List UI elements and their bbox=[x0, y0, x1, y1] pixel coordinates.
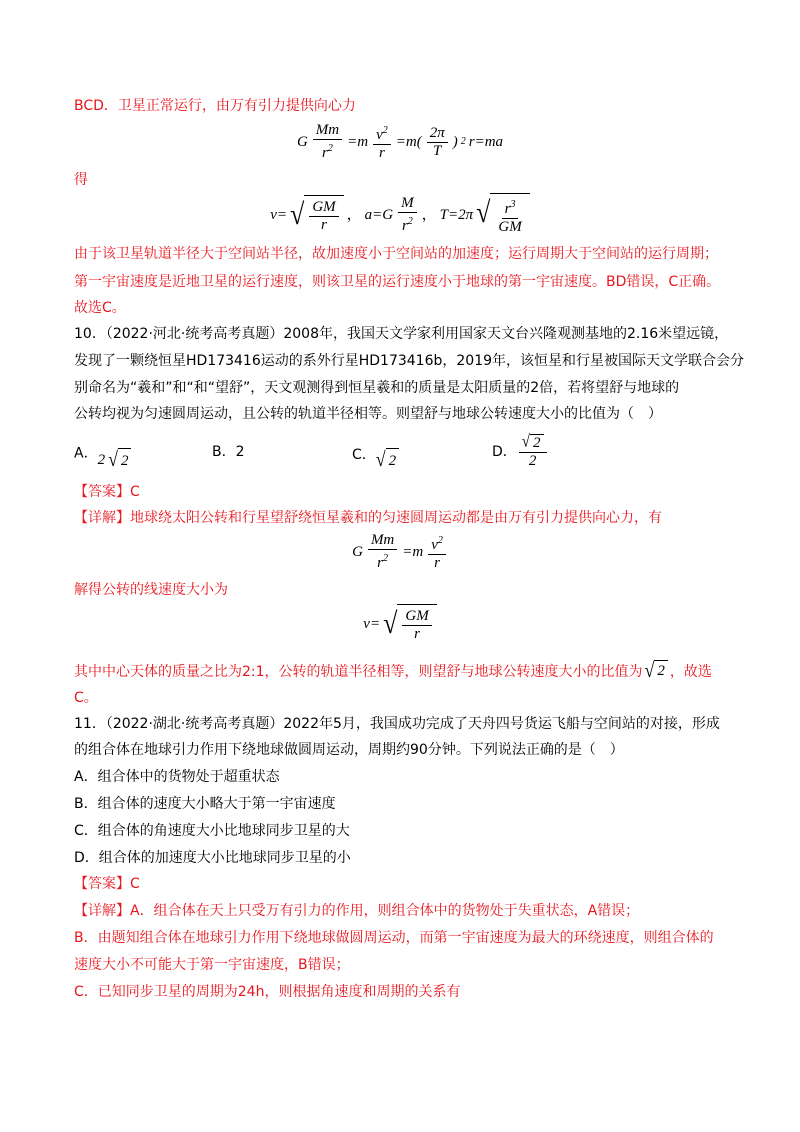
q11-option-d: D．组合体的加速度大小比地球同步卫星的小 bbox=[74, 850, 351, 866]
equation-gravity-centripetal: G $\frac{Mm}{r^2}$ =m $\frac{v^2}{r}$ =m( $\frac{2\pi}{T}$ ) 2 r=ma bbox=[296, 122, 504, 161]
q11-detail-b-line-2: 速度大小不可能大于第一宇宙速度，B错误； bbox=[74, 957, 350, 973]
equation-gravity-centripetal-q10: G $\frac{Mm}{r^2}$ =m $\frac{v^2}{r}$ bbox=[60, 532, 740, 576]
q10-answer: 【答案】C bbox=[74, 484, 140, 500]
q10-option-a: A．2 √ 2 bbox=[74, 442, 131, 465]
explanation-bcd-intro: BCD．卫星正常运行，由万有引力提供向心力 bbox=[74, 98, 356, 114]
text-de: 得 bbox=[74, 172, 88, 188]
q10-stem-line-4: 公转均视为匀速圆周运动，且公转的轨道半径相等。则望舒与地球公转速度大小的比值为（ ） bbox=[74, 406, 662, 422]
q11-detail-c: C．已知同步卫星的周期为24h，则根据角速度和周期的关系有 bbox=[74, 984, 461, 1000]
q11-detail-b-line-1: B．由题知组合体在地球引力作用下绕地球做圆周运动，而第一宇宙速度为最大的环绕速度，则组合体的 bbox=[74, 930, 714, 946]
q10-final-line-2: C。 bbox=[74, 690, 98, 706]
q11-option-a: A．组合体中的货物处于超重状态 bbox=[74, 769, 280, 785]
conclusion-line-1: 由于该卫星轨道半径大于空间站半径，故加速度小于空间站的加速度；运行周期大于空间站的运行周期； bbox=[74, 246, 718, 262]
q11-stem-line-2: 的组合体在地球引力作用下绕地球做圆周运动，周期约90分钟。下列说法正确的是（ ） bbox=[74, 742, 624, 758]
q10-option-b: B．2 bbox=[212, 444, 245, 460]
q11-stem-line-1: 11．（2022·湖北·统考高考真题）2022年5月，我国成功完成了天舟四号货运飞船与空间站的对接，形成 bbox=[74, 716, 720, 732]
choose-c: 故选C。 bbox=[74, 300, 126, 316]
q10-option-d: D． √ 2 2 bbox=[492, 432, 549, 470]
q10-stem-line-3: 别命名为“羲和”和“和“望舒”，天文观测得到恒星羲和的质量是太阳质量的2倍，若将望舒与地球的 bbox=[74, 380, 680, 396]
equation-v-a-T: v= √ $\frac{GM}{r}$ ， a=G $\frac{M}{r^2}$ ， T=2π √ $\frac{r^3}{GM}$ bbox=[60, 193, 740, 241]
q11-detail-a: 【详解】A．组合体在天上只受万有引力的作用，则组合体中的货物处于失重状态，A错误； bbox=[74, 903, 640, 919]
q10-detail: 【详解】地球绕太阳公转和行星望舒绕恒星羲和的匀速圆周运动都是由万有引力提供向心力，有 bbox=[74, 510, 662, 526]
equation-v-sqrt-gm-r: v= √ $\frac{GM}{r}$ bbox=[60, 604, 740, 652]
q11-option-c: C．组合体的角速度大小比地球同步卫星的大 bbox=[74, 823, 350, 839]
q10-stem-line-1: 10．（2022·河北·统考高考真题）2008年，我国天文学家利用国家天文台兴隆观测基地的2.16米望远镜， bbox=[74, 326, 729, 342]
q10-stem-line-2: 发现了一颗绕恒星HD173416运动的系外行星HD173416b，2019年，该恒星和行星被国际天文学联合会分 bbox=[74, 353, 745, 369]
q11-option-b: B．组合体的速度大小略大于第一宇宙速度 bbox=[74, 796, 336, 812]
conclusion-line-2: 第一宇宙速度是近地卫星的运行速度，则该卫星的运行速度小于地球的第一宇宙速度。BD错误，C正确。 bbox=[74, 274, 721, 290]
q10-final-line-1: 其中中心天体的质量之比为2:1，公转的轨道半径相等，则望舒与地球公转速度大小的比值为 √ 2 ，故选 bbox=[74, 658, 712, 682]
q10-option-c: C． √ 2 bbox=[352, 442, 399, 465]
q10-solve-text: 解得公转的线速度大小为 bbox=[74, 582, 228, 598]
q11-answer: 【答案】C bbox=[74, 876, 140, 892]
